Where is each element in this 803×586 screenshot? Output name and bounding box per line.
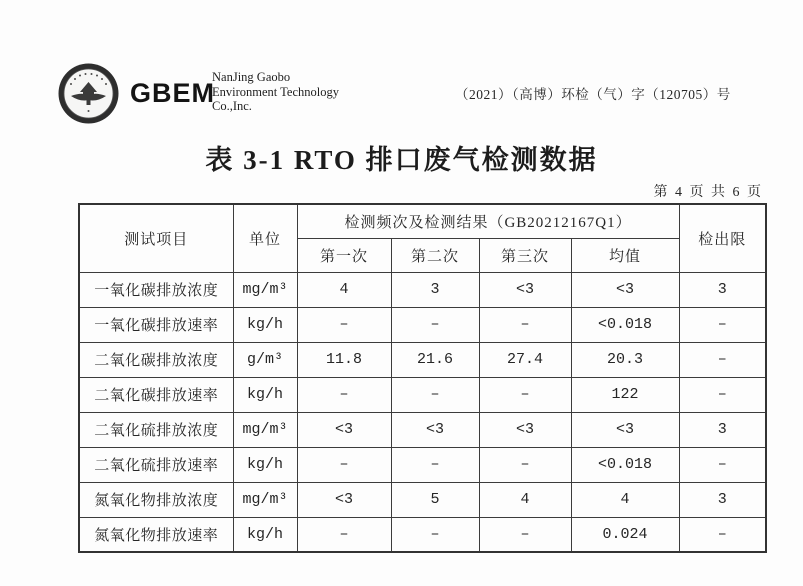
company-seal-icon	[57, 62, 120, 125]
row-item-label: 氮氧化物排放浓度	[79, 482, 233, 517]
row-limit-value: –	[679, 517, 766, 552]
company-name	[212, 70, 339, 114]
row-first-value: 4	[297, 272, 391, 307]
table-row	[79, 307, 766, 342]
header-first: 第一次	[297, 238, 391, 272]
row-limit-value: 3	[679, 482, 766, 517]
detection-data-table	[78, 203, 767, 553]
row-item-label: 二氧化硫排放速率	[79, 447, 233, 482]
row-mean-value: 122	[571, 377, 679, 412]
row-limit-value: –	[679, 447, 766, 482]
row-second-value: –	[391, 377, 479, 412]
row-second-value: 3	[391, 272, 479, 307]
row-mean-value: 4	[571, 482, 679, 517]
row-second-value: –	[391, 307, 479, 342]
header-test-item: 测试项目	[79, 204, 233, 272]
row-second-value: –	[391, 517, 479, 552]
row-unit: kg/h	[233, 517, 297, 552]
row-third-value: –	[479, 447, 571, 482]
company-name-line3: Co.,Inc.	[212, 99, 252, 113]
row-second-value: 5	[391, 482, 479, 517]
document-number: （2021）（高博）环检（气）字（120705）号	[455, 87, 731, 102]
row-mean-value: 0.024	[571, 517, 679, 552]
row-mean-value: <0.018	[571, 307, 679, 342]
header-third: 第三次	[479, 238, 571, 272]
header-detection-limit: 检出限	[679, 204, 766, 272]
row-mean-value: <3	[571, 412, 679, 447]
table-row	[79, 482, 766, 517]
table-row	[79, 412, 766, 447]
company-logo-text: GBEM	[130, 78, 215, 108]
row-third-value: –	[479, 307, 571, 342]
row-item-label: 一氧化碳排放浓度	[79, 272, 233, 307]
row-third-value: 4	[479, 482, 571, 517]
row-first-value: –	[297, 377, 391, 412]
company-name-line2: Environment Technology	[212, 84, 339, 99]
header-second: 第二次	[391, 238, 479, 272]
row-item-label: 二氧化硫排放浓度	[79, 412, 233, 447]
row-unit: kg/h	[233, 307, 297, 342]
row-item-label: 二氧化碳排放浓度	[79, 342, 233, 377]
row-third-value: <3	[479, 272, 571, 307]
row-first-value: <3	[297, 482, 391, 517]
row-mean-value: <0.018	[571, 447, 679, 482]
table-title: 表 3-1 RTO 排口废气检测数据	[205, 145, 598, 175]
table-row	[79, 377, 766, 412]
table-row	[79, 272, 766, 307]
row-third-value: <3	[479, 412, 571, 447]
row-first-value: –	[297, 447, 391, 482]
row-limit-value: –	[679, 342, 766, 377]
row-second-value: –	[391, 447, 479, 482]
row-first-value: –	[297, 307, 391, 342]
row-unit: kg/h	[233, 447, 297, 482]
row-first-value: <3	[297, 412, 391, 447]
table-row	[79, 342, 766, 377]
page-indicator: 第 4 页 共 6 页	[653, 185, 763, 200]
table-row	[79, 447, 766, 482]
report-header	[0, 0, 803, 130]
row-unit: mg/m³	[233, 412, 297, 447]
row-item-label: 氮氧化物排放速率	[79, 517, 233, 552]
row-third-value: 27.4	[479, 342, 571, 377]
row-item-label: 一氧化碳排放速率	[79, 307, 233, 342]
row-second-value: 21.6	[391, 342, 479, 377]
row-mean-value: 20.3	[571, 342, 679, 377]
row-unit: kg/h	[233, 377, 297, 412]
row-unit: g/m³	[233, 342, 297, 377]
header-unit: 单位	[233, 204, 297, 272]
row-item-label: 二氧化碳排放速率	[79, 377, 233, 412]
table-header-row-1	[79, 204, 766, 238]
row-limit-value: 3	[679, 412, 766, 447]
row-limit-value: –	[679, 377, 766, 412]
table-row	[79, 517, 766, 552]
header-mean: 均值	[571, 238, 679, 272]
row-first-value: 11.8	[297, 342, 391, 377]
row-first-value: –	[297, 517, 391, 552]
row-unit: mg/m³	[233, 482, 297, 517]
row-third-value: –	[479, 377, 571, 412]
row-unit: mg/m³	[233, 272, 297, 307]
row-third-value: –	[479, 517, 571, 552]
company-name-line1: NanJing Gaobo	[212, 70, 291, 84]
row-second-value: <3	[391, 412, 479, 447]
header-results-group: 检测频次及检测结果（GB20212167Q1）	[297, 204, 679, 238]
row-limit-value: –	[679, 307, 766, 342]
row-mean-value: <3	[571, 272, 679, 307]
row-limit-value: 3	[679, 272, 766, 307]
